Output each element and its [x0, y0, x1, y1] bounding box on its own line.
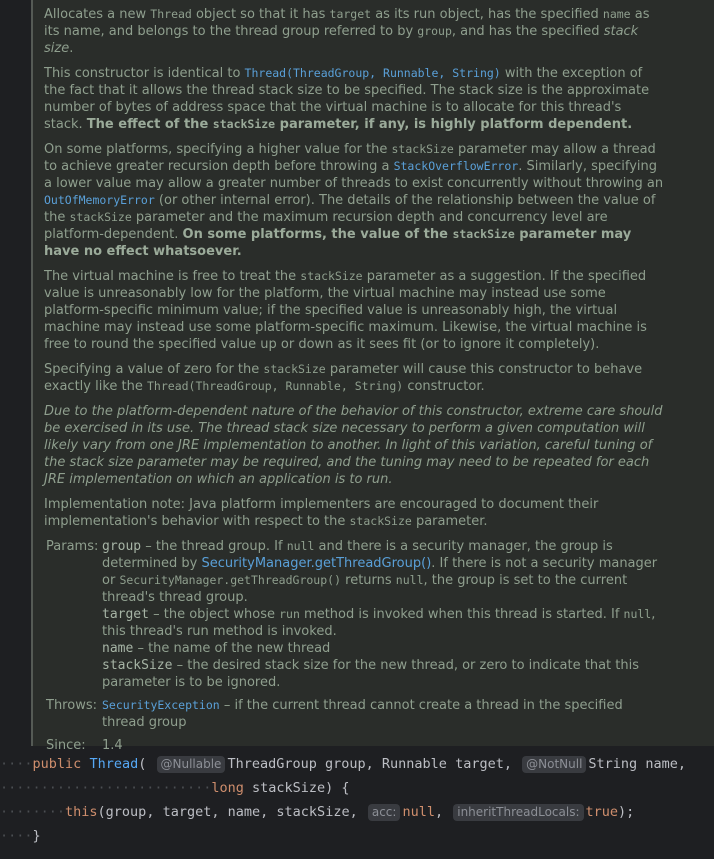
- text: – the thread group. If: [141, 539, 287, 554]
- keyword: public: [32, 756, 82, 772]
- text: Specifying a value of zero for the: [44, 362, 264, 377]
- whitespace-dots: ····: [0, 756, 33, 772]
- javadoc-content: [44, 6, 664, 754]
- keyword: long: [211, 780, 244, 796]
- code-stacksize: stackSize: [263, 362, 326, 376]
- bold-text: The effect of the: [86, 117, 213, 132]
- throws-item: [102, 697, 664, 731]
- text: On some platforms, specifying a higher value for the: [44, 142, 392, 157]
- code-line-2[interactable]: ··························long stackSize) {: [0, 780, 350, 796]
- function-name: Thread: [89, 756, 139, 772]
- since-label: Since:: [46, 738, 86, 753]
- code-thread: Thread: [150, 7, 192, 21]
- closing-brace: }: [32, 828, 41, 844]
- param-name: name: [102, 641, 134, 656]
- bold-code: stackSize: [212, 117, 276, 131]
- code-stacksize: stackSize: [300, 269, 363, 283]
- text: parameter and the maximum recursion depth and concurrency level are platform-dependent.: [44, 210, 608, 242]
- text: , the group is set to the current thread's thread group.: [102, 573, 628, 605]
- link-get-thread-group[interactable]: SecurityManager.getThreadGroup(): [201, 556, 432, 571]
- text: parameter.: [411, 514, 488, 529]
- doc-paragraph-6: Due to the platform-dependent nature of the behavior of this constructor, extreme care should be exercised in its use. The thread stack size necessary to perform a given computation will likely vary from one JRE implementation to another. In light of this variation, careful tuning of the stack size parameter may be required, and the tuning may need to be repeated for each JRE implementation on which an application is to run.: [44, 404, 663, 487]
- text: – if the current thread cannot create a thread in the specified thread group: [102, 698, 623, 730]
- params-label: Params:: [46, 539, 99, 554]
- arg: target,: [162, 804, 220, 820]
- keyword-true: true: [585, 804, 619, 820]
- text: This constructor is identical to: [44, 66, 245, 81]
- comma: ,: [434, 804, 444, 820]
- code-group: group: [417, 24, 452, 38]
- doc-paragraph-5: [44, 361, 664, 395]
- param-name: target: [102, 607, 149, 622]
- type: String: [588, 756, 638, 772]
- text: – the name of the new thread: [133, 641, 331, 656]
- doc-paragraph-3: [44, 141, 664, 260]
- bold-code: stackSize: [452, 227, 515, 241]
- whitespace-dots: ····: [0, 828, 33, 844]
- code-target: target: [329, 7, 372, 21]
- code-null: null: [286, 539, 315, 553]
- param: stackSize) {: [251, 780, 350, 796]
- arg: stackSize,: [276, 804, 358, 820]
- inlay-hint-acc: acc:: [368, 804, 401, 821]
- code-run: run: [279, 607, 300, 621]
- whitespace-dots: ········: [0, 804, 66, 820]
- since-value: 1.4: [102, 738, 123, 753]
- text: method is invoked when this thread is started. If: [299, 607, 624, 622]
- text: constructor.: [403, 379, 485, 394]
- link-outofmemoryerror[interactable]: OutOfMemoryError: [44, 193, 155, 207]
- param-group: [102, 538, 664, 606]
- param-name: stackSize: [102, 658, 173, 673]
- code-null: null: [623, 607, 652, 621]
- text: – the object whose: [148, 607, 280, 622]
- code-null: null: [395, 573, 424, 587]
- code-line-4[interactable]: [0, 824, 41, 848]
- code-stacksize: stackSize: [349, 514, 412, 528]
- bold-text: parameter, if any, is highly platform dependent.: [275, 117, 633, 132]
- link-security-exception[interactable]: SecurityException: [102, 698, 220, 712]
- link-stackoverflowerror[interactable]: StackOverflowError: [393, 159, 519, 173]
- closing: );: [618, 804, 635, 820]
- text: .: [69, 41, 74, 56]
- arg: name,: [227, 804, 269, 820]
- text: . Similarly, specifying a lower value may allow a greater number of threads to exist concurrently without throwing an: [44, 159, 664, 191]
- code-stacksize: stackSize: [391, 142, 454, 156]
- code-editor[interactable]: [0, 748, 714, 859]
- param-name: group: [102, 539, 142, 554]
- javadoc-popup: [31, 0, 714, 753]
- param-target: [102, 606, 664, 640]
- type: Runnable: [381, 756, 447, 772]
- keyword-null: null: [402, 804, 435, 820]
- keyword: this: [65, 804, 98, 820]
- text: – the desired stack size for the new thread, or zero to indicate that this parameter is to be ignored.: [102, 658, 639, 690]
- param: target,: [455, 756, 512, 772]
- code-get-thread-group: SecurityManager.getThreadGroup(): [119, 573, 341, 587]
- param: group,: [324, 756, 374, 772]
- paren: (: [138, 756, 147, 772]
- inlay-hint-notnull: @NotNull: [522, 756, 586, 773]
- text: as its name, and belongs to the thread group referred to by: [44, 7, 650, 39]
- text: with the exception of the fact that it allows the thread stack size to be specified. The stack size is the approximate number of bytes of address space that the virtual machine is to allocate for this thread's stack.: [44, 66, 650, 132]
- code-line-1[interactable]: [0, 752, 686, 776]
- code-thread-constructor: Thread(ThreadGroup, Runnable, String): [147, 379, 404, 393]
- link-thread-constructor[interactable]: Thread(ThreadGroup, Runnable, String): [244, 66, 501, 80]
- text: parameter will cause this constructor to behave exactly like the: [44, 362, 643, 394]
- text: , and has the specified: [451, 24, 604, 39]
- code-name: name: [602, 7, 631, 21]
- inlay-hint-inherit: inheritThreadLocals:: [453, 804, 583, 821]
- doc-paragraph-2: [44, 65, 664, 133]
- text: parameter may allow a thread to achieve greater recursion depth before throwing a: [44, 142, 656, 174]
- text: parameter as a suggestion. If the specified value is unreasonably low for the platform, the virtual machine may instead use some platform-specific minimum value; if the specified value is unreasonably high, the virtual machine may instead use some platform-specific maximum. Likewise, the virtual machine is free to round the specified value up or down as it sees fit (or to ignore it completely).: [44, 269, 647, 352]
- throws-label: Throws:: [46, 698, 97, 713]
- param-name: [102, 640, 664, 657]
- doc-paragraph-4: [44, 268, 664, 353]
- arg: (group,: [97, 804, 155, 820]
- text: . If there is not a security manager or: [102, 556, 658, 588]
- params-section: [44, 538, 664, 754]
- doc-paragraph-1: [44, 6, 664, 57]
- text: and there is a security manager, the group is determined by: [102, 539, 613, 571]
- text: , this thread's run method is invoked.: [102, 607, 656, 639]
- text: (or other internal error). The details of the relationship between the value of the: [44, 193, 656, 225]
- param: name,: [645, 756, 686, 772]
- type: ThreadGroup: [227, 756, 317, 772]
- text: The virtual machine is free to treat the: [44, 269, 301, 284]
- italic-text: stack size: [44, 24, 639, 56]
- text: Implementation note: Java platform implementers are encouraged to document their implementation's behavior with respect to the: [44, 497, 599, 529]
- code-line-3[interactable]: [0, 800, 634, 824]
- params-list: [102, 538, 664, 691]
- text: Allocates a new: [44, 7, 151, 22]
- text: returns: [341, 573, 396, 588]
- text: as its run object, has the specified: [371, 7, 603, 22]
- param-stacksize: [102, 657, 664, 691]
- bold-text: On some platforms, the value of the: [182, 227, 453, 242]
- doc-paragraph-7: [44, 496, 664, 530]
- text: object so that it has: [191, 7, 330, 22]
- inlay-hint-nullable: @Nullable: [157, 756, 226, 773]
- code-stacksize: stackSize: [69, 210, 132, 224]
- bold-text: parameter may have no effect whatsoever.: [44, 227, 632, 259]
- whitespace-dots: ················: [0, 780, 131, 796]
